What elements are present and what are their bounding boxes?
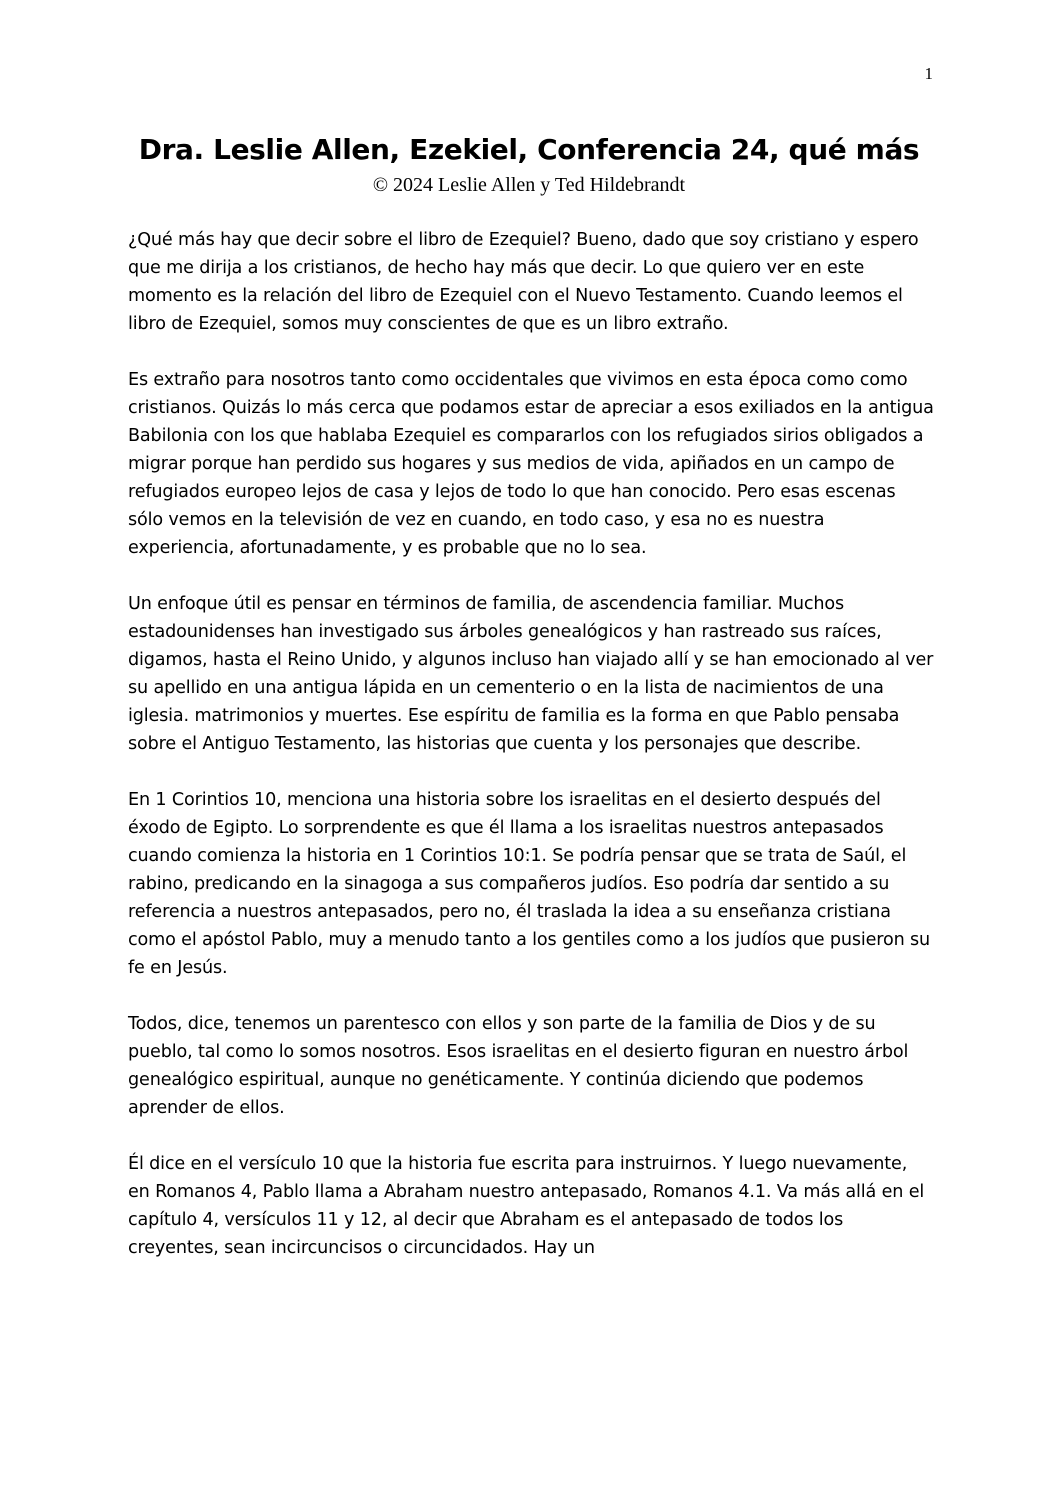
- copyright-line: © 2024 Leslie Allen y Ted Hildebrandt: [372, 174, 686, 196]
- paragraph: ¿Qué más hay que decir sobre el libro de Ezequiel? Bueno, dado que soy cristiano y espero que me dirija a los cristianos, de hecho hay más que decir. Lo que quiero ver en este momento es la relación del libro de Ezequiel con el Nuevo Testamento. Cuando leemos el libro de Ezequiel, somos muy conscientes de que es un libro extraño.: [128, 230, 919, 334]
- paragraph: Un enfoque útil es pensar en términos de familia, de ascendencia familiar. Muchos estadounidenses han investigado sus árboles genealógicos y han rastreado sus raíces, digamos, hasta el Reino Unido, y algunos incluso han viajado allí y se han emocionado al ver su apellido en una antigua lápida en un cementerio o en la lista de nacimientos de una iglesia. matrimonios y muertes. Ese espíritu de familia es la forma en que Pablo pensaba sobre el Antiguo Testamento, las historias que cuenta y los personajes que describe.: [128, 594, 934, 754]
- document-body: [128, 226, 934, 1290]
- document-title: Dra. Leslie Allen, Ezekiel, Conferencia 24, qué más: [138, 133, 920, 166]
- paragraph: Es extraño para nosotros tanto como occidentales que vivimos en esta época como como cristianos. Quizás lo más cerca que podamos estar de apreciar a esos exiliados en la antigua Babilonia con los que hablaba Ezequiel es compararlos con los refugiados sirios obligados a migrar porque han perdido sus hogares y sus medios de vida, apiñados en un campo de refugiados europeo lejos de casa y lejos de todo lo que han conocido. Pero esas escenas sólo vemos en la televisión de vez en cuando, en todo caso, y esa no es nuestra experiencia, afortunadamente, y es probable que no lo sea.: [128, 370, 934, 558]
- page-number: 1: [924, 64, 933, 83]
- paragraph: Él dice en el versículo 10 que la historia fue escrita para instruirnos. Y luego nuevamente, en Romanos 4, Pablo llama a Abraham nuestro antepasado, Romanos 4.1. Va más allá en el capítulo 4, versículos 11 y 12, al decir que Abraham es el antepasado de todos los creyentes, sean incircuncisos o circuncidados. Hay un: [128, 1154, 925, 1258]
- paragraph: Todos, dice, tenemos un parentesco con ellos y son parte de la familia de Dios y de su pueblo, tal como lo somos nosotros. Esos israelitas en el desierto figuran en nuestro árbol genealógico espiritual, aunque no genéticamente. Y continúa diciendo que podemos aprender de ellos.: [128, 1014, 909, 1118]
- paragraph: En 1 Corintios 10, menciona una historia sobre los israelitas en el desierto después del éxodo de Egipto. Lo sorprendente es que él llama a los israelitas nuestros antepasados cuando comienza la historia en 1 Corintios 10:1. Se podría pensar que se trata de Saúl, el rabino, predicando en la sinagoga a sus compañeros judíos. Eso podría dar sentido a su referencia a nuestros antepasados, pero no, él traslada la idea a su enseñanza cristiana como el apóstol Pablo, muy a menudo tanto a los gentiles como a los judíos que pusieron su fe en Jesús.: [128, 790, 931, 978]
